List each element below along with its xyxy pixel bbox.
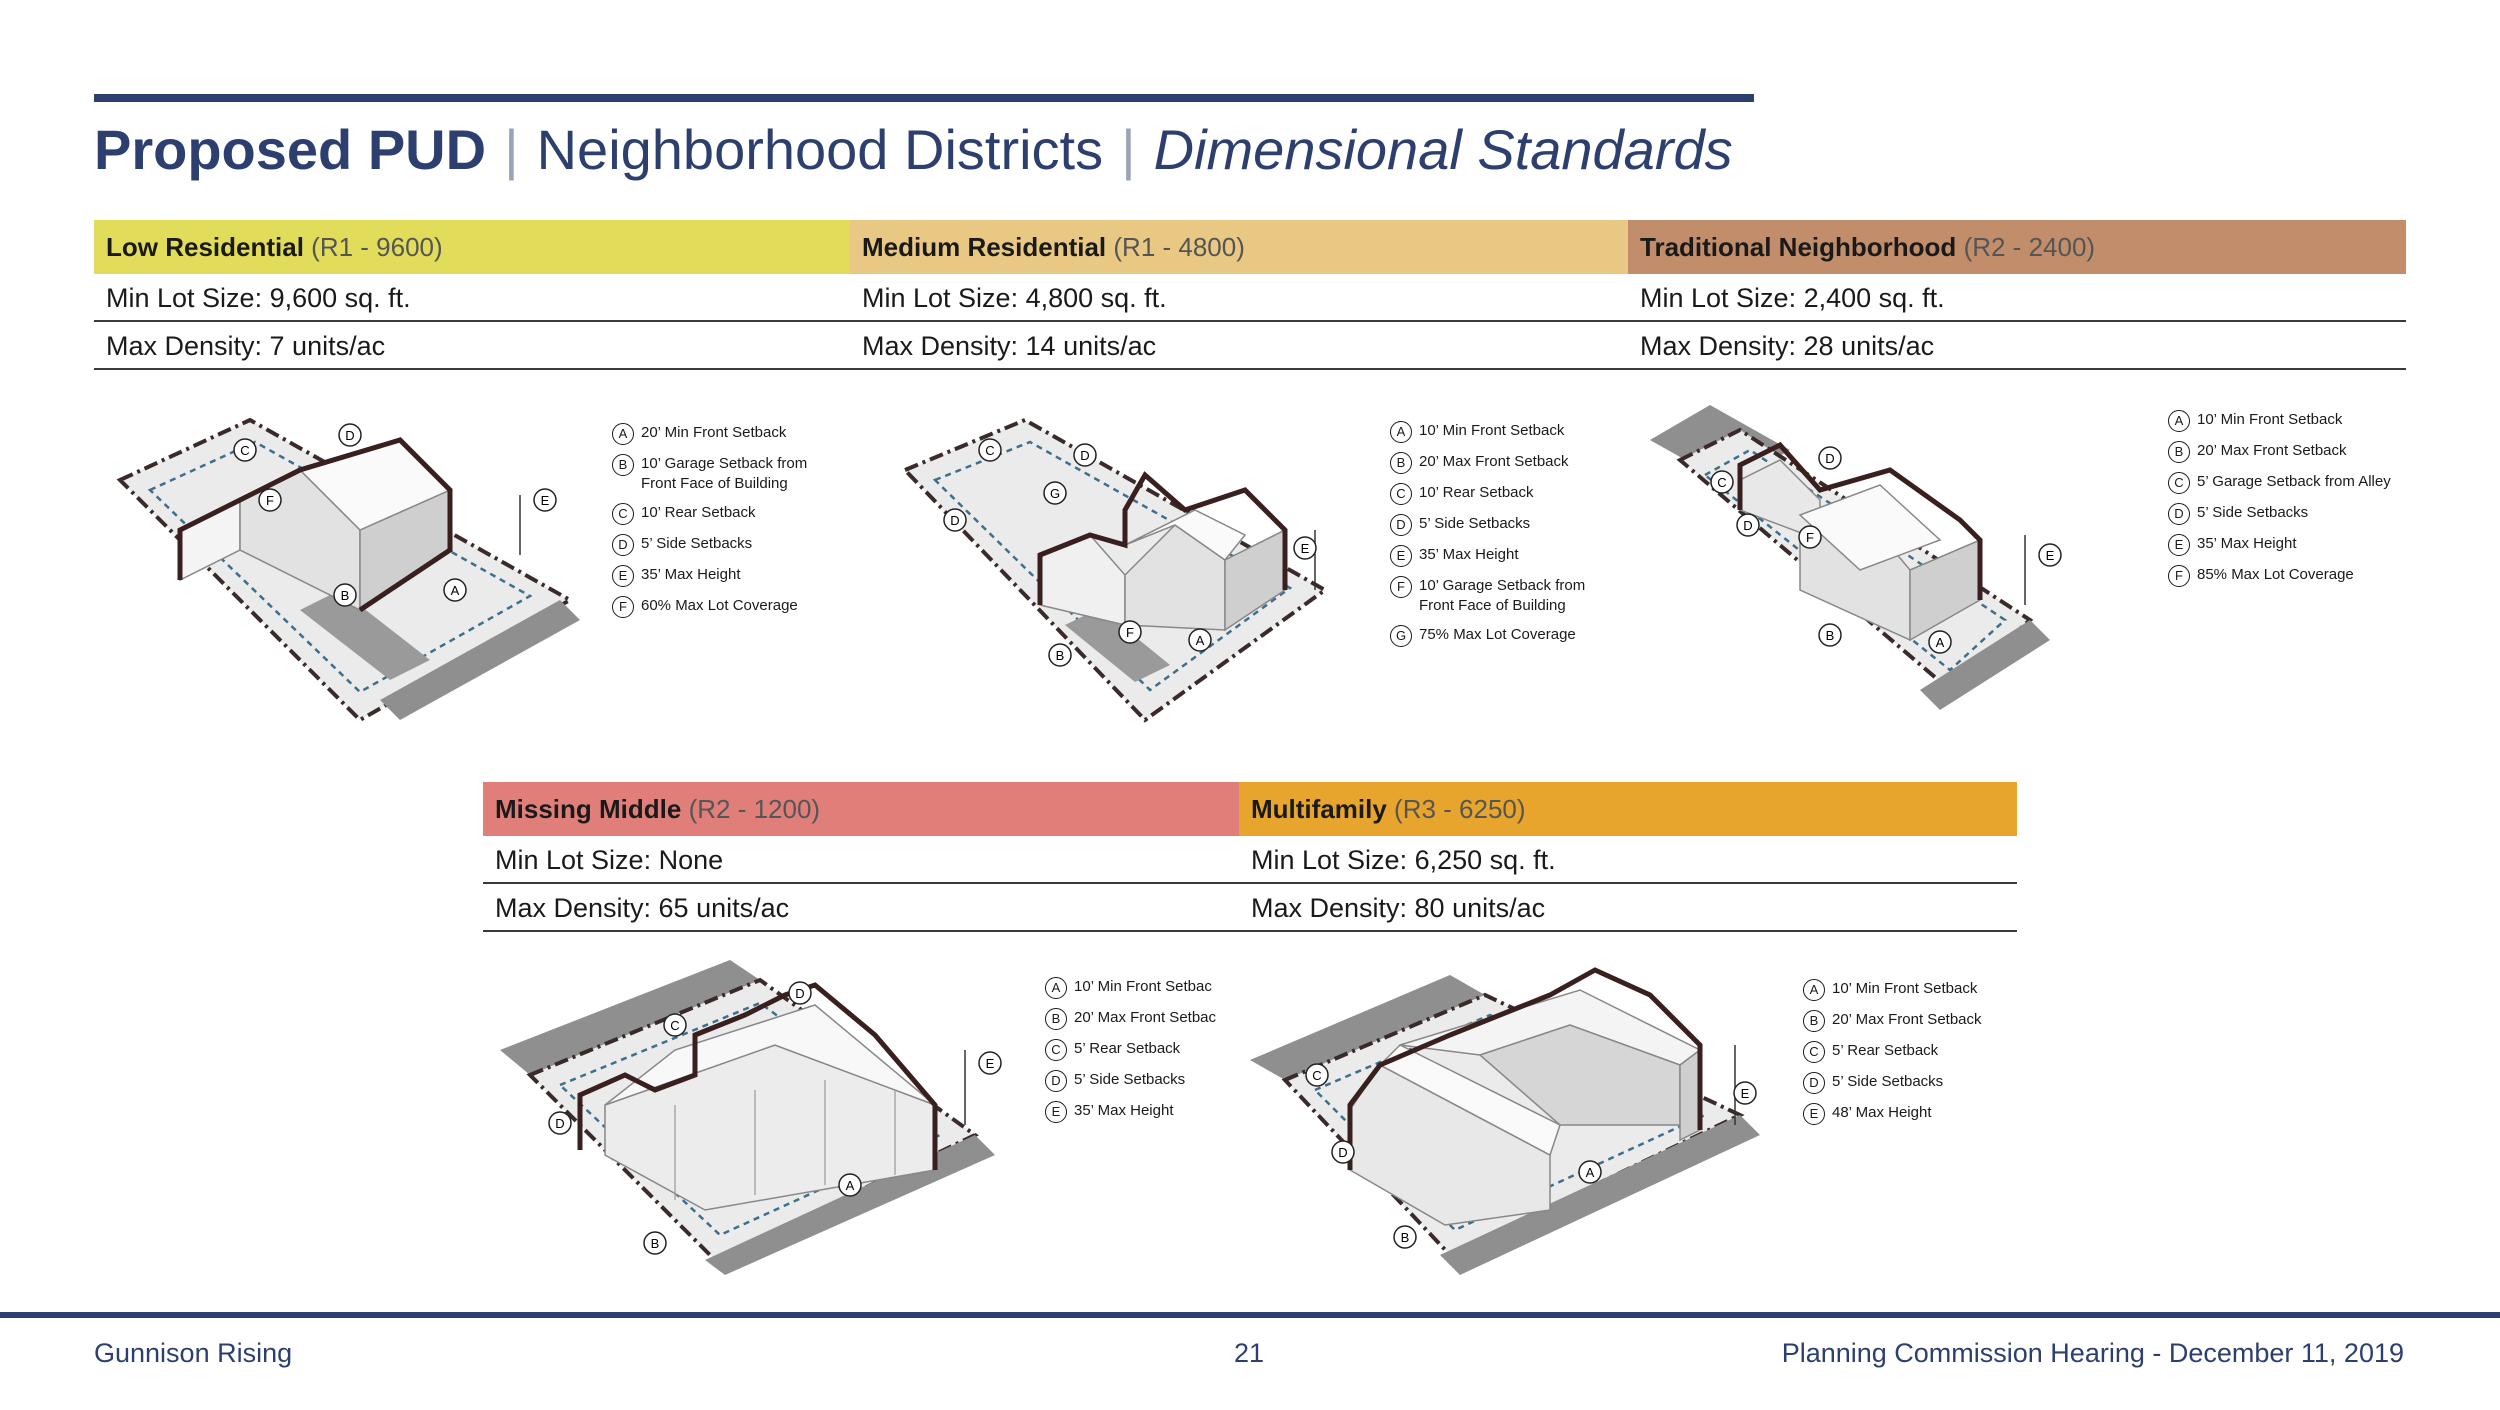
callout-badge: D bbox=[2168, 503, 2190, 525]
legend-text: 5’ Side Setbacks bbox=[641, 535, 753, 552]
legend-item bbox=[612, 565, 841, 587]
district-name: Low Residential bbox=[106, 232, 304, 262]
callout-b bbox=[334, 584, 356, 606]
legend-item bbox=[1390, 576, 1619, 616]
legend-text: 48’ Max Height bbox=[1832, 1104, 1932, 1121]
building-wing-right bbox=[1680, 1050, 1700, 1140]
svg-text:A: A bbox=[845, 1178, 855, 1193]
callout-d bbox=[339, 424, 361, 446]
min-lot-size: Min Lot Size: None bbox=[483, 836, 1239, 884]
callout-e bbox=[1734, 1082, 1756, 1104]
callout-badge: D bbox=[1045, 1070, 1067, 1092]
page-title bbox=[94, 110, 1733, 190]
min-lot-size: Min Lot Size: 9,600 sq. ft. bbox=[94, 274, 850, 322]
svg-text:C: C bbox=[1717, 475, 1727, 490]
legend-text: 5’ Side Setbacks bbox=[1074, 1071, 1186, 1088]
callout-e bbox=[1294, 537, 1316, 559]
diagram-medium-residential bbox=[895, 410, 1355, 740]
callout-d2 bbox=[549, 1112, 571, 1134]
callout-badge: C bbox=[1045, 1039, 1067, 1061]
callout-badge: E bbox=[612, 565, 634, 587]
svg-text:C: C bbox=[240, 443, 250, 458]
legend-text: 20’ Max Front Setbac bbox=[1074, 1009, 1217, 1026]
legend-text: 20’ Max Front Setback bbox=[1419, 453, 1569, 470]
callout-badge: G bbox=[1390, 625, 1412, 647]
svg-text:E: E bbox=[1300, 541, 1310, 556]
svg-text:F: F bbox=[1806, 530, 1814, 545]
svg-text:B: B bbox=[650, 1236, 660, 1251]
title-italic: Dimensional Standards bbox=[1153, 118, 1733, 181]
title-bold: Proposed PUD bbox=[94, 118, 487, 181]
title-separator: | bbox=[504, 118, 519, 181]
footer-right: Planning Commission Hearing - December 11, 2019 bbox=[1781, 1338, 2404, 1368]
callout-b bbox=[1819, 624, 1841, 646]
callout-badge: A bbox=[2168, 410, 2190, 432]
legend-item bbox=[1045, 1101, 1216, 1123]
footer-left: Gunnison Rising bbox=[94, 1338, 293, 1368]
legend-text: 10’ Min Front Setback bbox=[1832, 980, 1978, 997]
diagram-low-residential bbox=[110, 400, 590, 740]
legend-text: 85% Max Lot Coverage bbox=[2197, 566, 2354, 583]
callout-b bbox=[1049, 644, 1071, 666]
legend-text: 10’ Min Front Setbac bbox=[1074, 978, 1212, 995]
svg-text:B: B bbox=[1055, 648, 1065, 663]
legend-item bbox=[2168, 565, 2391, 587]
legend-text: 5’ Side Setbacks bbox=[2197, 504, 2309, 521]
max-density: Max Density: 7 units/ac bbox=[94, 322, 850, 370]
legend-item bbox=[1045, 1039, 1216, 1061]
legend-item bbox=[2168, 472, 2391, 494]
legend-text: 5’ Rear Setback bbox=[1832, 1042, 1939, 1059]
district-name: Missing Middle bbox=[495, 794, 682, 824]
callout-c bbox=[1711, 471, 1733, 493]
max-density: Max Density: 65 units/ac bbox=[483, 884, 1239, 932]
svg-text:F: F bbox=[1126, 625, 1134, 640]
svg-text:D: D bbox=[950, 513, 960, 528]
callout-badge: B bbox=[1803, 1010, 1825, 1032]
max-density: Max Density: 28 units/ac bbox=[1628, 322, 2406, 370]
min-lot-size: Min Lot Size: 6,250 sq. ft. bbox=[1239, 836, 2017, 884]
legend-text: 20’ Min Front Setback bbox=[641, 424, 787, 441]
callout-d2 bbox=[1737, 514, 1759, 536]
callout-badge: E bbox=[1390, 545, 1412, 567]
legend-item bbox=[1390, 483, 1619, 505]
legend-text: 35’ Max Height bbox=[1419, 546, 1519, 563]
callout-a bbox=[1929, 631, 1951, 653]
diagram-traditional-neighborhood bbox=[1650, 390, 2070, 740]
svg-text:A: A bbox=[1195, 633, 1205, 648]
svg-text:F: F bbox=[266, 493, 274, 508]
legend-item bbox=[2168, 503, 2391, 525]
callout-b bbox=[644, 1232, 666, 1254]
svg-text:D: D bbox=[1743, 518, 1753, 533]
legend-missing-middle bbox=[1045, 977, 1216, 1132]
callout-badge: F bbox=[612, 596, 634, 618]
district-header bbox=[1239, 782, 2017, 836]
district-code: (R1 - 9600) bbox=[311, 232, 443, 262]
legend-traditional-neighborhood bbox=[2168, 410, 2391, 596]
max-density: Max Density: 14 units/ac bbox=[850, 322, 1628, 370]
svg-text:E: E bbox=[985, 1056, 995, 1071]
svg-text:D: D bbox=[1338, 1145, 1348, 1160]
legend-medium-residential bbox=[1390, 421, 1619, 656]
callout-badge: D bbox=[1803, 1072, 1825, 1094]
legend-item bbox=[1390, 545, 1619, 567]
legend-item bbox=[2168, 534, 2391, 556]
callout-badge: B bbox=[612, 454, 634, 476]
callout-badge: B bbox=[2168, 441, 2190, 463]
callout-e bbox=[979, 1052, 1001, 1074]
legend-text: 35’ Max Height bbox=[1074, 1102, 1174, 1119]
legend-item bbox=[1803, 1010, 1982, 1032]
district-multifamily bbox=[1239, 782, 2017, 932]
title-separator: | bbox=[1121, 118, 1136, 181]
legend-item bbox=[1045, 977, 1216, 999]
callout-badge: A bbox=[612, 423, 634, 445]
min-lot-size: Min Lot Size: 2,400 sq. ft. bbox=[1628, 274, 2406, 322]
legend-low-residential bbox=[612, 423, 841, 627]
legend-text: 10’ Min Front Setback bbox=[2197, 411, 2343, 428]
legend-item bbox=[612, 534, 841, 556]
callout-d bbox=[1332, 1141, 1354, 1163]
callout-c bbox=[234, 439, 256, 461]
district-medium-residential bbox=[850, 220, 1628, 370]
svg-text:D: D bbox=[795, 986, 805, 1001]
svg-text:B: B bbox=[340, 588, 350, 603]
legend-item bbox=[1390, 514, 1619, 536]
callout-c bbox=[979, 439, 1001, 461]
legend-item bbox=[1803, 1072, 1982, 1094]
callout-c bbox=[1306, 1064, 1328, 1086]
callout-badge: C bbox=[1390, 483, 1412, 505]
callout-badge: B bbox=[1045, 1008, 1067, 1030]
callout-f bbox=[1799, 526, 1821, 548]
district-low-residential bbox=[94, 220, 850, 370]
callout-badge: B bbox=[1390, 452, 1412, 474]
svg-text:A: A bbox=[1935, 635, 1945, 650]
title-mid: Neighborhood Districts bbox=[536, 118, 1104, 181]
district-header bbox=[850, 220, 1628, 274]
svg-text:C: C bbox=[670, 1018, 680, 1033]
callout-a bbox=[1579, 1161, 1601, 1183]
svg-text:D: D bbox=[1825, 451, 1835, 466]
legend-text: 10’ Garage Setback from Front Face of Building bbox=[641, 455, 808, 492]
callout-badge: A bbox=[1390, 421, 1412, 443]
legend-item bbox=[1390, 452, 1619, 474]
callout-badge: F bbox=[2168, 565, 2190, 587]
callout-f bbox=[259, 489, 281, 511]
svg-text:D: D bbox=[345, 428, 355, 443]
legend-text: 10’ Rear Setback bbox=[1419, 484, 1534, 501]
footer-rule bbox=[0, 1312, 2500, 1318]
legend-text: 5’ Side Setbacks bbox=[1419, 515, 1531, 532]
legend-item bbox=[1045, 1008, 1216, 1030]
svg-text:E: E bbox=[540, 493, 550, 508]
district-code: (R1 - 4800) bbox=[1113, 232, 1245, 262]
district-header bbox=[483, 782, 1239, 836]
svg-text:A: A bbox=[450, 583, 460, 598]
svg-text:D: D bbox=[555, 1116, 565, 1131]
district-name: Multifamily bbox=[1251, 794, 1387, 824]
svg-text:C: C bbox=[985, 443, 995, 458]
district-code: (R2 - 2400) bbox=[1963, 232, 2096, 262]
legend-text: 10’ Rear Setback bbox=[641, 504, 756, 521]
header-rule bbox=[94, 94, 1754, 102]
callout-d bbox=[789, 982, 811, 1004]
diagram-missing-middle bbox=[495, 955, 1015, 1275]
callout-f bbox=[1119, 621, 1141, 643]
district-code: (R2 - 1200) bbox=[688, 794, 821, 824]
district-header bbox=[1628, 220, 2406, 274]
svg-text:D: D bbox=[1080, 448, 1090, 463]
callout-badge: C bbox=[1803, 1041, 1825, 1063]
district-missing-middle bbox=[483, 782, 1239, 932]
legend-text: 35’ Max Height bbox=[641, 566, 741, 583]
district-name: Medium Residential bbox=[862, 232, 1107, 262]
legend-item bbox=[1390, 421, 1619, 443]
svg-text:B: B bbox=[1400, 1230, 1410, 1245]
district-header bbox=[94, 220, 850, 274]
legend-item bbox=[1803, 1103, 1982, 1125]
legend-text: 5’ Rear Setback bbox=[1074, 1040, 1181, 1057]
svg-text:C: C bbox=[1312, 1068, 1322, 1083]
legend-item bbox=[612, 596, 841, 618]
legend-item bbox=[1390, 625, 1619, 647]
callout-d bbox=[1074, 444, 1096, 466]
callout-badge: A bbox=[1803, 979, 1825, 1001]
legend-text: 75% Max Lot Coverage bbox=[1419, 626, 1576, 643]
callout-badge: D bbox=[612, 534, 634, 556]
legend-item bbox=[2168, 410, 2391, 432]
callout-badge: C bbox=[2168, 472, 2190, 494]
callout-badge: A bbox=[1045, 977, 1067, 999]
callout-a bbox=[1189, 629, 1211, 651]
callout-a bbox=[839, 1174, 861, 1196]
svg-text:E: E bbox=[2045, 548, 2055, 563]
legend-text: 35’ Max Height bbox=[2197, 535, 2297, 552]
callout-badge: E bbox=[1803, 1103, 1825, 1125]
legend-item bbox=[612, 503, 841, 525]
callout-d2 bbox=[944, 509, 966, 531]
legend-text: 5’ Garage Setback from Alley bbox=[2197, 473, 2391, 490]
legend-item bbox=[2168, 441, 2391, 463]
legend-item bbox=[1045, 1070, 1216, 1092]
diagram-multifamily bbox=[1250, 955, 1780, 1275]
callout-c bbox=[664, 1014, 686, 1036]
callout-e bbox=[2039, 544, 2061, 566]
svg-text:G: G bbox=[1049, 486, 1061, 501]
callout-a bbox=[444, 579, 466, 601]
svg-text:E: E bbox=[1740, 1086, 1750, 1101]
district-name: Traditional Neighborhood bbox=[1640, 232, 1957, 262]
legend-item bbox=[1803, 1041, 1982, 1063]
callout-badge: C bbox=[612, 503, 634, 525]
callout-e bbox=[534, 489, 556, 511]
legend-item bbox=[612, 423, 841, 445]
legend-text: 60% Max Lot Coverage bbox=[641, 597, 798, 614]
min-lot-size: Min Lot Size: 4,800 sq. ft. bbox=[850, 274, 1628, 322]
legend-text: 20’ Max Front Setback bbox=[2197, 442, 2347, 459]
legend-item bbox=[1803, 979, 1982, 1001]
callout-badge: F bbox=[1390, 576, 1412, 598]
callout-b bbox=[1394, 1226, 1416, 1248]
legend-text: 10’ Min Front Setback bbox=[1419, 422, 1565, 439]
max-density: Max Density: 80 units/ac bbox=[1239, 884, 2017, 932]
legend-text: 10’ Garage Setback from Front Face of Building bbox=[1419, 577, 1586, 614]
legend-text: 20’ Max Front Setback bbox=[1832, 1011, 1982, 1028]
callout-badge: D bbox=[1390, 514, 1412, 536]
page-number: 21 bbox=[1234, 1338, 1265, 1368]
callout-d bbox=[1819, 447, 1841, 469]
svg-text:A: A bbox=[1585, 1165, 1595, 1180]
callout-badge: E bbox=[2168, 534, 2190, 556]
svg-text:B: B bbox=[1825, 628, 1835, 643]
legend-item bbox=[612, 454, 841, 494]
district-code: (R3 - 6250) bbox=[1394, 794, 1526, 824]
legend-text: 5’ Side Setbacks bbox=[1832, 1073, 1944, 1090]
district-traditional-neighborhood bbox=[1628, 220, 2406, 370]
legend-multifamily bbox=[1803, 979, 1982, 1134]
callout-g bbox=[1044, 482, 1066, 504]
callout-badge: E bbox=[1045, 1101, 1067, 1123]
